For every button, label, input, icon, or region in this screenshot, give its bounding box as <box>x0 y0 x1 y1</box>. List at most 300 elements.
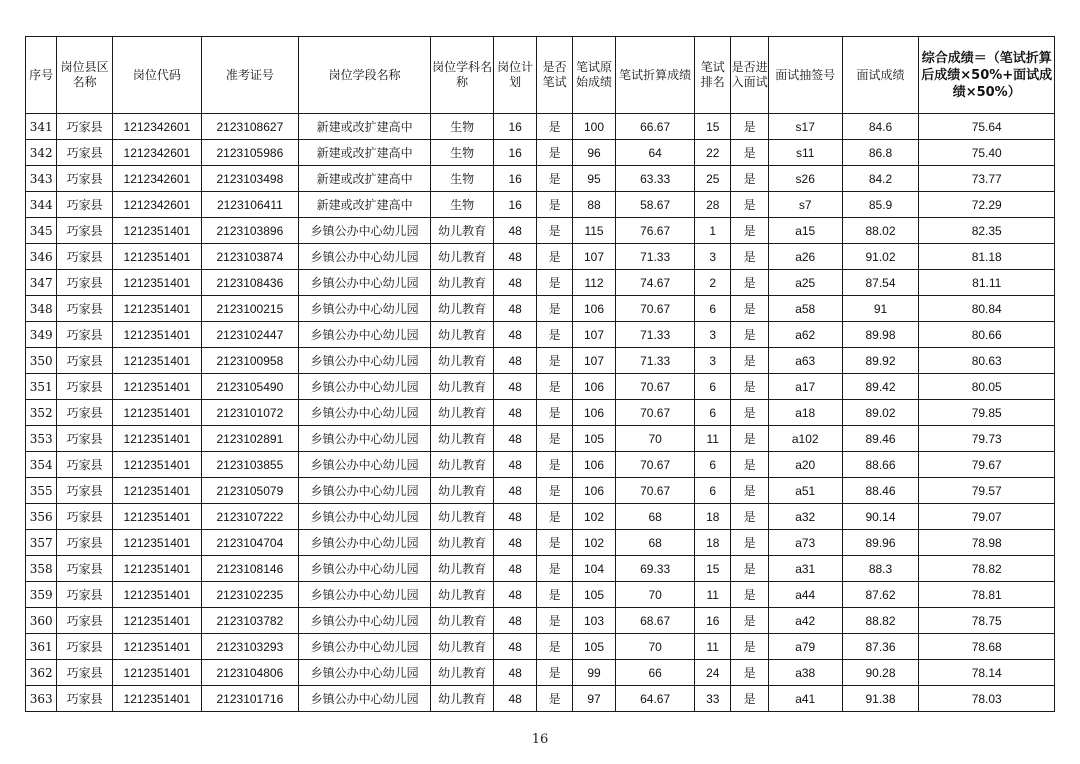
cell-draw-number: a38 <box>768 660 842 686</box>
cell-in-interview: 是 <box>731 296 768 322</box>
cell-written-rank: 3 <box>695 244 731 270</box>
cell-written-converted: 70 <box>616 634 695 660</box>
cell-exam-id: 2123105079 <box>201 478 298 504</box>
table-row <box>26 114 1055 140</box>
cell-written-raw: 112 <box>572 270 615 296</box>
cell-draw-number: a41 <box>768 686 842 712</box>
cell-subject: 幼儿教育 <box>431 660 494 686</box>
cell-written-raw: 102 <box>572 504 615 530</box>
cell-plan: 16 <box>493 192 536 218</box>
cell-written-converted: 68 <box>616 530 695 556</box>
cell-draw-number: a62 <box>768 322 842 348</box>
header-row <box>26 37 1055 114</box>
cell-seq: 342 <box>26 140 57 166</box>
cell-subject: 幼儿教育 <box>431 478 494 504</box>
cell-stage: 乡镇公办中心幼儿园 <box>298 530 430 556</box>
cell-subject: 幼儿教育 <box>431 426 494 452</box>
cell-subject: 生物 <box>431 140 494 166</box>
cell-written-converted: 68 <box>616 504 695 530</box>
cell-total-score: 79.67 <box>919 452 1055 478</box>
cell-exam-id: 2123102891 <box>201 426 298 452</box>
cell-written-converted: 70 <box>616 426 695 452</box>
cell-subject: 幼儿教育 <box>431 270 494 296</box>
cell-county: 巧家县 <box>57 452 113 478</box>
cell-post-code: 1212351401 <box>112 296 201 322</box>
cell-total-score: 79.73 <box>919 426 1055 452</box>
cell-written-raw: 106 <box>572 452 615 478</box>
cell-in-interview: 是 <box>731 504 768 530</box>
cell-interview-score: 91 <box>842 296 919 322</box>
cell-county: 巧家县 <box>57 556 113 582</box>
cell-stage: 乡镇公办中心幼儿园 <box>298 426 430 452</box>
cell-in-interview: 是 <box>731 218 768 244</box>
cell-in-interview: 是 <box>731 114 768 140</box>
cell-written-rank: 6 <box>695 478 731 504</box>
cell-total-score: 79.85 <box>919 400 1055 426</box>
cell-stage: 乡镇公办中心幼儿园 <box>298 296 430 322</box>
cell-has-written: 是 <box>537 504 572 530</box>
cell-seq: 358 <box>26 556 57 582</box>
cell-exam-id: 2123104806 <box>201 660 298 686</box>
cell-written-converted: 71.33 <box>616 244 695 270</box>
cell-written-rank: 6 <box>695 400 731 426</box>
table-row <box>26 166 1055 192</box>
cell-post-code: 1212342601 <box>112 140 201 166</box>
cell-plan: 48 <box>493 374 536 400</box>
cell-draw-number: s26 <box>768 166 842 192</box>
cell-plan: 48 <box>493 270 536 296</box>
cell-county: 巧家县 <box>57 192 113 218</box>
column-header-subject: 岗位学科名称 <box>431 37 494 114</box>
cell-post-code: 1212351401 <box>112 400 201 426</box>
cell-subject: 幼儿教育 <box>431 556 494 582</box>
cell-in-interview: 是 <box>731 244 768 270</box>
cell-seq: 351 <box>26 374 57 400</box>
cell-total-score: 78.03 <box>919 686 1055 712</box>
cell-written-raw: 106 <box>572 374 615 400</box>
cell-written-rank: 6 <box>695 296 731 322</box>
cell-interview-score: 91.38 <box>842 686 919 712</box>
cell-county: 巧家县 <box>57 426 113 452</box>
cell-subject: 生物 <box>431 114 494 140</box>
cell-written-raw: 99 <box>572 660 615 686</box>
cell-total-score: 73.77 <box>919 166 1055 192</box>
cell-county: 巧家县 <box>57 374 113 400</box>
cell-has-written: 是 <box>537 530 572 556</box>
cell-post-code: 1212351401 <box>112 504 201 530</box>
cell-in-interview: 是 <box>731 270 768 296</box>
cell-in-interview: 是 <box>731 322 768 348</box>
cell-county: 巧家县 <box>57 530 113 556</box>
table-row <box>26 634 1055 660</box>
cell-draw-number: a25 <box>768 270 842 296</box>
cell-exam-id: 2123103498 <box>201 166 298 192</box>
cell-written-raw: 102 <box>572 530 615 556</box>
cell-post-code: 1212351401 <box>112 348 201 374</box>
cell-in-interview: 是 <box>731 478 768 504</box>
cell-written-converted: 68.67 <box>616 608 695 634</box>
cell-seq: 363 <box>26 686 57 712</box>
cell-total-score: 78.98 <box>919 530 1055 556</box>
cell-county: 巧家县 <box>57 634 113 660</box>
cell-written-raw: 105 <box>572 634 615 660</box>
cell-total-score: 78.82 <box>919 556 1055 582</box>
cell-exam-id: 2123108627 <box>201 114 298 140</box>
cell-interview-score: 87.54 <box>842 270 919 296</box>
column-header-total-score: 综合成绩＝（笔试折算后成绩×50%+面试成绩×50%） <box>919 37 1055 114</box>
cell-stage: 乡镇公办中心幼儿园 <box>298 634 430 660</box>
cell-written-rank: 28 <box>695 192 731 218</box>
column-header-written-raw: 笔试原始成绩 <box>572 37 615 114</box>
table-row <box>26 244 1055 270</box>
cell-draw-number: a32 <box>768 504 842 530</box>
cell-stage: 乡镇公办中心幼儿园 <box>298 582 430 608</box>
table-row <box>26 504 1055 530</box>
cell-written-converted: 76.67 <box>616 218 695 244</box>
column-header-post-code: 岗位代码 <box>112 37 201 114</box>
cell-written-rank: 3 <box>695 348 731 374</box>
cell-stage: 乡镇公办中心幼儿园 <box>298 686 430 712</box>
column-header-seq: 序号 <box>26 37 57 114</box>
cell-written-rank: 15 <box>695 114 731 140</box>
cell-exam-id: 2123106411 <box>201 192 298 218</box>
cell-plan: 16 <box>493 140 536 166</box>
cell-written-rank: 22 <box>695 140 731 166</box>
cell-has-written: 是 <box>537 322 572 348</box>
cell-exam-id: 2123108146 <box>201 556 298 582</box>
cell-plan: 48 <box>493 244 536 270</box>
cell-post-code: 1212351401 <box>112 218 201 244</box>
cell-exam-id: 2123103855 <box>201 452 298 478</box>
cell-interview-score: 84.2 <box>842 166 919 192</box>
score-table <box>25 36 1055 712</box>
cell-interview-score: 89.98 <box>842 322 919 348</box>
cell-post-code: 1212351401 <box>112 660 201 686</box>
cell-has-written: 是 <box>537 348 572 374</box>
cell-written-converted: 71.33 <box>616 348 695 374</box>
cell-plan: 16 <box>493 166 536 192</box>
cell-interview-score: 87.36 <box>842 634 919 660</box>
cell-total-score: 80.66 <box>919 322 1055 348</box>
cell-subject: 幼儿教育 <box>431 218 494 244</box>
cell-seq: 350 <box>26 348 57 374</box>
cell-written-rank: 2 <box>695 270 731 296</box>
cell-written-raw: 97 <box>572 686 615 712</box>
cell-interview-score: 89.46 <box>842 426 919 452</box>
cell-draw-number: s17 <box>768 114 842 140</box>
cell-subject: 幼儿教育 <box>431 322 494 348</box>
column-header-county: 岗位县区名称 <box>57 37 113 114</box>
cell-county: 巧家县 <box>57 166 113 192</box>
cell-seq: 343 <box>26 166 57 192</box>
cell-draw-number: s11 <box>768 140 842 166</box>
cell-draw-number: a44 <box>768 582 842 608</box>
cell-written-rank: 3 <box>695 322 731 348</box>
cell-total-score: 78.68 <box>919 634 1055 660</box>
cell-exam-id: 2123103874 <box>201 244 298 270</box>
cell-plan: 48 <box>493 504 536 530</box>
cell-stage: 乡镇公办中心幼儿园 <box>298 348 430 374</box>
cell-post-code: 1212342601 <box>112 192 201 218</box>
cell-county: 巧家县 <box>57 504 113 530</box>
cell-interview-score: 89.96 <box>842 530 919 556</box>
cell-written-raw: 107 <box>572 348 615 374</box>
cell-has-written: 是 <box>537 400 572 426</box>
cell-seq: 362 <box>26 660 57 686</box>
cell-total-score: 72.29 <box>919 192 1055 218</box>
cell-written-raw: 103 <box>572 608 615 634</box>
cell-in-interview: 是 <box>731 530 768 556</box>
cell-subject: 幼儿教育 <box>431 452 494 478</box>
cell-in-interview: 是 <box>731 556 768 582</box>
cell-has-written: 是 <box>537 192 572 218</box>
cell-has-written: 是 <box>537 270 572 296</box>
table-row <box>26 426 1055 452</box>
cell-written-converted: 63.33 <box>616 166 695 192</box>
cell-stage: 新建或改扩建高中 <box>298 114 430 140</box>
cell-total-score: 80.05 <box>919 374 1055 400</box>
cell-draw-number: a102 <box>768 426 842 452</box>
cell-written-raw: 100 <box>572 114 615 140</box>
cell-written-rank: 24 <box>695 660 731 686</box>
cell-has-written: 是 <box>537 686 572 712</box>
cell-subject: 幼儿教育 <box>431 374 494 400</box>
column-header-stage: 岗位学段名称 <box>298 37 430 114</box>
cell-has-written: 是 <box>537 426 572 452</box>
cell-has-written: 是 <box>537 634 572 660</box>
cell-subject: 幼儿教育 <box>431 400 494 426</box>
cell-exam-id: 2123105490 <box>201 374 298 400</box>
cell-seq: 360 <box>26 608 57 634</box>
cell-subject: 生物 <box>431 166 494 192</box>
cell-total-score: 75.64 <box>919 114 1055 140</box>
table-row <box>26 296 1055 322</box>
table-row <box>26 218 1055 244</box>
table-row <box>26 686 1055 712</box>
cell-draw-number: a18 <box>768 400 842 426</box>
cell-seq: 348 <box>26 296 57 322</box>
cell-interview-score: 85.9 <box>842 192 919 218</box>
cell-post-code: 1212351401 <box>112 608 201 634</box>
cell-seq: 341 <box>26 114 57 140</box>
cell-has-written: 是 <box>537 244 572 270</box>
cell-exam-id: 2123105986 <box>201 140 298 166</box>
cell-has-written: 是 <box>537 374 572 400</box>
cell-in-interview: 是 <box>731 686 768 712</box>
cell-total-score: 80.84 <box>919 296 1055 322</box>
cell-seq: 359 <box>26 582 57 608</box>
cell-draw-number: a15 <box>768 218 842 244</box>
page-number: 16 <box>531 732 549 747</box>
cell-plan: 48 <box>493 660 536 686</box>
cell-interview-score: 88.66 <box>842 452 919 478</box>
cell-seq: 347 <box>26 270 57 296</box>
cell-draw-number: a42 <box>768 608 842 634</box>
cell-seq: 345 <box>26 218 57 244</box>
cell-plan: 48 <box>493 608 536 634</box>
cell-county: 巧家县 <box>57 686 113 712</box>
cell-stage: 乡镇公办中心幼儿园 <box>298 452 430 478</box>
cell-seq: 346 <box>26 244 57 270</box>
cell-stage: 新建或改扩建高中 <box>298 192 430 218</box>
cell-county: 巧家县 <box>57 348 113 374</box>
table-row <box>26 192 1055 218</box>
cell-written-converted: 70.67 <box>616 452 695 478</box>
cell-in-interview: 是 <box>731 374 768 400</box>
cell-seq: 357 <box>26 530 57 556</box>
cell-written-rank: 11 <box>695 634 731 660</box>
column-header-interview-score: 面试成绩 <box>842 37 919 114</box>
column-header-written-converted: 笔试折算成绩 <box>616 37 695 114</box>
cell-interview-score: 87.62 <box>842 582 919 608</box>
cell-post-code: 1212351401 <box>112 582 201 608</box>
cell-county: 巧家县 <box>57 296 113 322</box>
table-row <box>26 660 1055 686</box>
cell-total-score: 78.14 <box>919 660 1055 686</box>
cell-has-written: 是 <box>537 140 572 166</box>
cell-written-rank: 16 <box>695 608 731 634</box>
column-header-exam-id: 准考证号 <box>201 37 298 114</box>
cell-county: 巧家县 <box>57 400 113 426</box>
cell-stage: 新建或改扩建高中 <box>298 166 430 192</box>
cell-in-interview: 是 <box>731 348 768 374</box>
cell-interview-score: 88.46 <box>842 478 919 504</box>
table-row <box>26 140 1055 166</box>
table-row <box>26 478 1055 504</box>
table-row <box>26 530 1055 556</box>
cell-plan: 16 <box>493 114 536 140</box>
cell-stage: 乡镇公办中心幼儿园 <box>298 244 430 270</box>
cell-draw-number: a79 <box>768 634 842 660</box>
cell-seq: 344 <box>26 192 57 218</box>
cell-subject: 幼儿教育 <box>431 530 494 556</box>
cell-plan: 48 <box>493 452 536 478</box>
table-row <box>26 608 1055 634</box>
cell-plan: 48 <box>493 426 536 452</box>
cell-written-rank: 18 <box>695 504 731 530</box>
cell-written-raw: 88 <box>572 192 615 218</box>
cell-written-raw: 106 <box>572 296 615 322</box>
cell-total-score: 78.75 <box>919 608 1055 634</box>
cell-written-converted: 70.67 <box>616 374 695 400</box>
cell-in-interview: 是 <box>731 166 768 192</box>
cell-written-raw: 105 <box>572 426 615 452</box>
cell-has-written: 是 <box>537 114 572 140</box>
cell-has-written: 是 <box>537 166 572 192</box>
cell-exam-id: 2123103782 <box>201 608 298 634</box>
cell-written-rank: 1 <box>695 218 731 244</box>
cell-in-interview: 是 <box>731 452 768 478</box>
cell-county: 巧家县 <box>57 582 113 608</box>
cell-interview-score: 90.14 <box>842 504 919 530</box>
cell-post-code: 1212351401 <box>112 426 201 452</box>
cell-exam-id: 2123102235 <box>201 582 298 608</box>
cell-plan: 48 <box>493 634 536 660</box>
cell-county: 巧家县 <box>57 114 113 140</box>
cell-written-raw: 104 <box>572 556 615 582</box>
cell-draw-number: a31 <box>768 556 842 582</box>
table-row <box>26 452 1055 478</box>
cell-draw-number: a20 <box>768 452 842 478</box>
cell-post-code: 1212351401 <box>112 374 201 400</box>
cell-draw-number: a73 <box>768 530 842 556</box>
cell-stage: 乡镇公办中心幼儿园 <box>298 374 430 400</box>
cell-plan: 48 <box>493 296 536 322</box>
cell-exam-id: 2123104704 <box>201 530 298 556</box>
cell-exam-id: 2123101716 <box>201 686 298 712</box>
cell-has-written: 是 <box>537 582 572 608</box>
cell-county: 巧家县 <box>57 478 113 504</box>
cell-exam-id: 2123103293 <box>201 634 298 660</box>
cell-stage: 乡镇公办中心幼儿园 <box>298 478 430 504</box>
cell-written-converted: 69.33 <box>616 556 695 582</box>
cell-county: 巧家县 <box>57 244 113 270</box>
cell-post-code: 1212351401 <box>112 634 201 660</box>
cell-written-rank: 6 <box>695 452 731 478</box>
cell-county: 巧家县 <box>57 322 113 348</box>
cell-post-code: 1212351401 <box>112 556 201 582</box>
cell-seq: 349 <box>26 322 57 348</box>
table-row <box>26 322 1055 348</box>
cell-written-converted: 58.67 <box>616 192 695 218</box>
cell-plan: 48 <box>493 348 536 374</box>
cell-written-converted: 66.67 <box>616 114 695 140</box>
cell-exam-id: 2123102447 <box>201 322 298 348</box>
cell-plan: 48 <box>493 556 536 582</box>
cell-in-interview: 是 <box>731 426 768 452</box>
cell-subject: 幼儿教育 <box>431 686 494 712</box>
cell-total-score: 81.11 <box>919 270 1055 296</box>
column-header-in-interview: 是否进入面试 <box>731 37 768 114</box>
cell-subject: 幼儿教育 <box>431 348 494 374</box>
cell-in-interview: 是 <box>731 400 768 426</box>
table-row <box>26 270 1055 296</box>
table-body <box>26 114 1055 712</box>
cell-in-interview: 是 <box>731 192 768 218</box>
cell-seq: 355 <box>26 478 57 504</box>
cell-draw-number: a26 <box>768 244 842 270</box>
cell-draw-number: a51 <box>768 478 842 504</box>
cell-stage: 乡镇公办中心幼儿园 <box>298 556 430 582</box>
cell-seq: 354 <box>26 452 57 478</box>
cell-interview-score: 89.42 <box>842 374 919 400</box>
table-row <box>26 582 1055 608</box>
cell-written-rank: 11 <box>695 426 731 452</box>
table-header <box>26 37 1055 114</box>
cell-plan: 48 <box>493 218 536 244</box>
cell-exam-id: 2123101072 <box>201 400 298 426</box>
cell-written-raw: 106 <box>572 400 615 426</box>
cell-subject: 幼儿教育 <box>431 582 494 608</box>
cell-has-written: 是 <box>537 660 572 686</box>
cell-plan: 48 <box>493 322 536 348</box>
column-header-has-written: 是否笔试 <box>537 37 572 114</box>
cell-interview-score: 88.02 <box>842 218 919 244</box>
cell-written-raw: 115 <box>572 218 615 244</box>
cell-stage: 乡镇公办中心幼儿园 <box>298 504 430 530</box>
cell-written-raw: 107 <box>572 244 615 270</box>
cell-interview-score: 86.8 <box>842 140 919 166</box>
cell-subject: 幼儿教育 <box>431 244 494 270</box>
cell-in-interview: 是 <box>731 608 768 634</box>
cell-written-converted: 71.33 <box>616 322 695 348</box>
cell-subject: 幼儿教育 <box>431 608 494 634</box>
cell-interview-score: 84.6 <box>842 114 919 140</box>
cell-stage: 乡镇公办中心幼儿园 <box>298 660 430 686</box>
cell-county: 巧家县 <box>57 140 113 166</box>
cell-post-code: 1212351401 <box>112 530 201 556</box>
cell-written-rank: 11 <box>695 582 731 608</box>
